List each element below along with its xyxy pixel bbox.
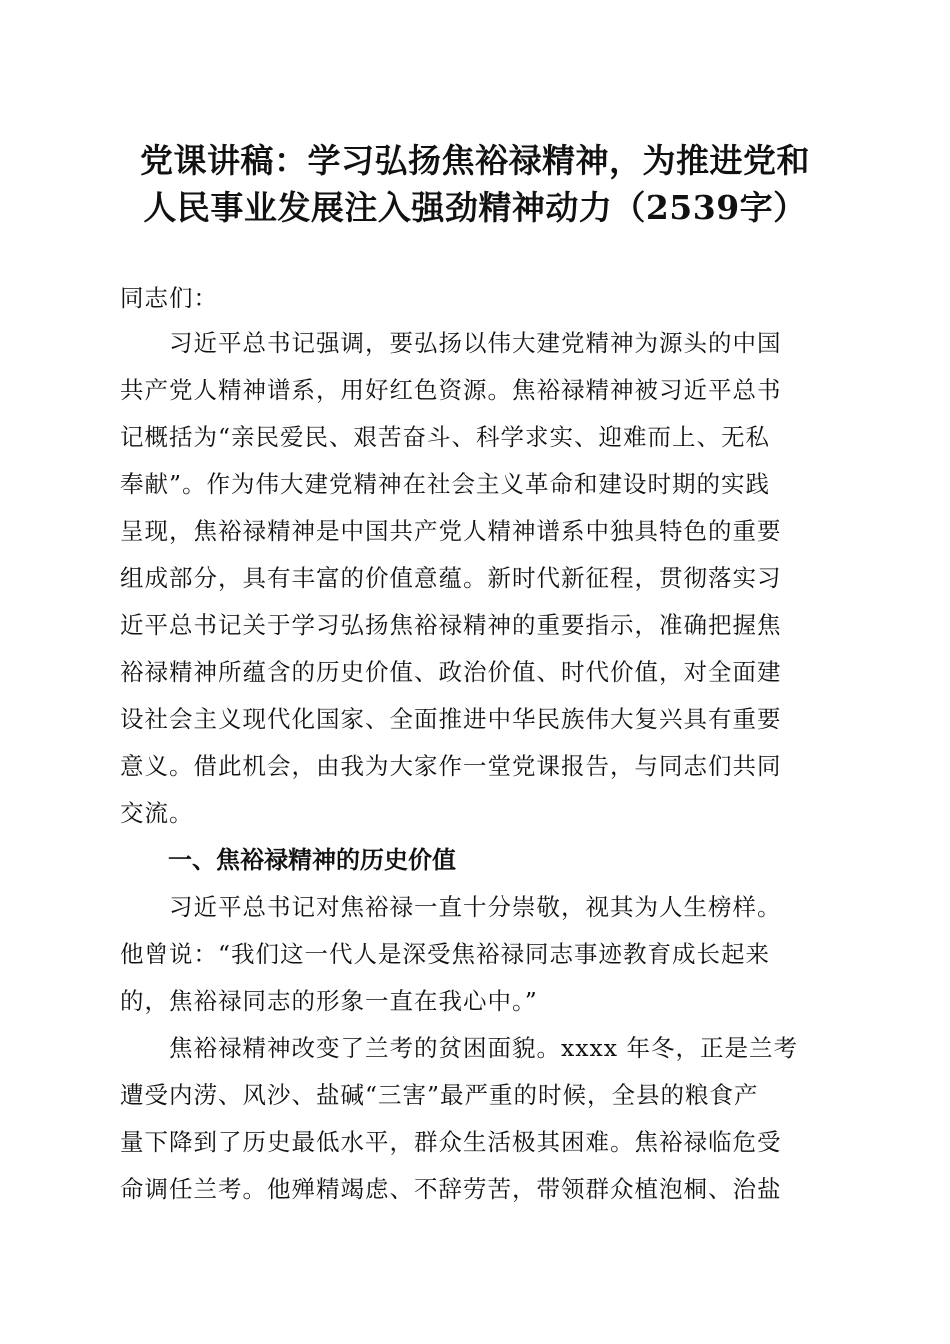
intro-line: 裕禄精神所蕴含的历史价值、政治价值、时代价值，对全面建 [120,658,782,686]
paragraph-line: 焦裕禄精神改变了兰考的贫困面貌。xxxx 年冬，正是兰考 [120,1034,798,1062]
intro-line: 习近平总书记强调，要弘扬以伟大建党精神为源头的中国 [120,329,782,357]
paragraph-line: 习近平总书记对焦裕禄一直十分崇敬，视其为人生榜样。 [120,893,782,921]
paragraph-line: 量下降到了历史最低水平，群众生活极其困难。焦裕禄临危受 [120,1128,782,1156]
document-title-line-2: 人民事业发展注入强劲精神动力（2539字） [143,188,807,227]
intro-line: 呈现，焦裕禄精神是中国共产党人精神谱系中独具特色的重要 [120,517,782,545]
intro-line: 意义。借此机会，由我为大家作一堂党课报告，与同志们共同 [120,752,782,780]
document-title-line-1: 党课讲稿：学习弘扬焦裕禄精神，为推进党和 [140,141,810,180]
intro-line: 组成部分，具有丰富的价值意蕴。新时代新征程，贯彻落实习 [120,564,782,592]
intro-line: 近平总书记关于学习弘扬焦裕禄精神的重要指示，准确把握焦 [120,611,782,639]
salutation: 同志们： [120,284,218,312]
intro-line: 共产党人精神谱系，用好红色资源。焦裕禄精神被习近平总书 [120,376,782,404]
intro-line: 奉献”。作为伟大建党精神在社会主义革命和建设时期的实践 [120,470,771,498]
section-heading: 一、焦裕禄精神的历史价值 [168,846,456,874]
paragraph-line: 命调任兰考。他殚精竭虑、不辞劳苦，带领群众植泡桐、治盐 [120,1175,782,1203]
intro-line: 交流。 [120,799,194,827]
paragraph-line: 他曾说：“我们这一代人是深受焦裕禄同志事迹教育成长起来 [120,940,771,968]
intro-line: 设社会主义现代化国家、全面推进中华民族伟大复兴具有重要 [120,705,782,733]
paragraph-line: 遭受内涝、风沙、盐碱“三害”最严重的时候，全县的粮食产 [120,1081,759,1109]
paragraph-line: 的，焦裕禄同志的形象一直在我心中。” [120,987,538,1015]
intro-line: 记概括为“亲民爱民、艰苦奋斗、科学求实、迎难而上、无私 [120,423,771,451]
